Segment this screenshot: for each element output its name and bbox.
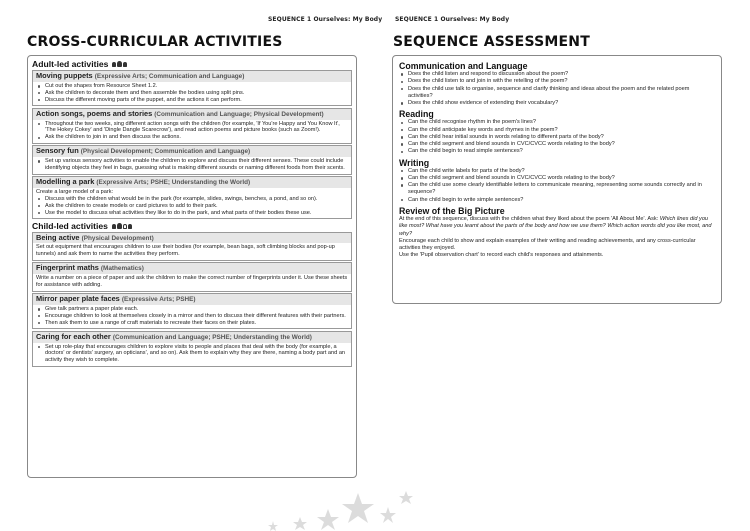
assessment-question: Does the child show evidence of extending their vocabulary? [399,100,715,107]
stars-decoration [228,487,428,531]
assessment-heading: Reading [399,109,434,120]
activity-bullet: Discuss with the children what would be in the park (for example, slides, swings, benches, a pond, and so on). [36,196,348,203]
right-page-sequence-header: SEQUENCE 1 Ourselves: My Body [395,16,510,23]
activity-header [33,146,351,157]
assessment-question: Does the child listen to and join in with the retelling of the poem? [399,78,715,85]
activity-name: Fingerprint maths [36,263,99,273]
activity-card [32,262,352,291]
activity-name: Modelling a park [36,177,95,186]
activity-header [33,109,351,120]
activity-subjects: (Expressive Arts; PSHE; Understanding the World) [96,179,251,186]
activity-subjects: (Communication and Language; PSHE; Understanding the World) [112,333,312,341]
assessment-questions [399,71,715,107]
cross-curricular-title: CROSS-CURRICULAR ACTIVITIES [27,34,283,50]
activity-card [32,331,352,367]
activities-panel [27,55,357,478]
activity-body [33,243,351,259]
activity-card [32,108,352,144]
activity-bullet: Ask the children to decorate them and then assemble the bodies using split pins. [36,90,348,97]
activity-bullet: Throughout the two weeks, sing different action songs with the children (for example, 'If You're Happy and You Know It', 'The Hokey Cokey' and 'Dingle Dangle Scarecrow'), and read action poems and picture books (such as Zoom!). [36,121,348,135]
activity-intro: Set out equipment that encourages children to use their bodies (for example, bean bags, soft climbing blocks and pop-up tunnels) and ask them to name the activities they perform. [36,244,335,258]
assessment-sections [399,61,715,204]
activity-bullets [36,306,348,327]
child-activity-list [32,232,352,367]
activity-bullet: Then ask them to use a range of craft materials to recreate their faces on their plates. [36,320,348,327]
activity-body [33,120,351,143]
assessment-question: Can the child hear initial sounds in words relating to different parts of the body? [399,134,715,141]
assessment-heading: Communication and Language [399,61,528,71]
assessment-question: Can the child anticipate key words and rhymes in the poem? [399,127,715,134]
review-heading: Review of the Big Picture [399,205,505,216]
adult-activity-list [32,70,352,219]
activity-subjects: (Communication and Language; Physical Development) [154,110,324,118]
sequence-assessment-title: SEQUENCE ASSESSMENT [393,34,590,50]
activity-intro: Create a large model of a park: [36,188,114,195]
activity-bullet: Set up role-play that encourages children to explore visits to people and places that deal with the body (for example, a doctors' or dentists' surgery, an opticians', and so on). Ask them to explain why they are there, naming a body part and an activity they wish to complete. [36,344,348,365]
activity-bullet: Ask the children to create models or card pictures to add to their park. [36,203,348,210]
activity-card [32,70,352,106]
activity-body [33,274,351,290]
assessment-panel [392,55,722,304]
assessment-questions [399,168,715,204]
activity-bullets [36,196,348,217]
assessment-question: Can the child recognise rhythm in the poem's lines? [399,119,715,126]
activity-name: Mirror paper plate faces [36,294,120,303]
activity-header [33,294,351,305]
people-icon [112,61,127,67]
activity-card [32,176,352,219]
activity-name: Action songs, poems and stories [36,108,153,118]
activity-body [33,188,351,218]
activity-body [33,157,351,173]
activity-subjects: (Expressive Arts; PSHE) [121,296,196,303]
assessment-questions [399,119,715,155]
activity-intro: Write a number on a piece of paper and ask the children to make the correct number of fingerprints under it. Use these sheets for assistance with adding. [36,275,348,289]
activity-name: Being active [36,232,80,242]
activity-subjects: (Expressive Arts; Communication and Language) [94,73,245,80]
assessment-question: Can the child begin to write simple sentences? [399,197,715,204]
activity-subjects: (Physical Development; Communication and Language) [80,148,251,156]
activity-name: Sensory fun [36,146,79,156]
assessment-question: Can the child segment and blend sounds in CVC/CVCC words relating to the body? [399,141,715,148]
activity-body [33,343,351,366]
activity-bullet: Give talk partners a paper plate each. [36,306,348,313]
activity-bullet: Set up various sensory activities to enable the children to explore and discuss their different senses. These could include identifying objects they feel in bags, guessing what is making different sounds or naming different foods from their scents. [36,158,348,172]
assessment-question: Can the child use some clearly identifiable letters to communicate meaning, representing some sounds correctly and in sequence? [399,182,715,197]
assessment-question: Can the child begin to read simple sentences? [399,148,715,155]
activity-header [33,177,351,188]
activity-name: Caring for each other [36,331,111,341]
activity-bullet: Cut out the shapes from Resource Sheet 1.2. [36,83,348,90]
activity-header [33,263,351,274]
activity-bullet: Ask the children to join in and then discuss the actions. [36,134,348,141]
left-page-sequence-header: SEQUENCE 1 Ourselves: My Body [268,16,383,23]
activity-card [32,145,352,174]
child-led-heading: Child-led activities [32,221,352,231]
assessment-heading: Writing [399,157,430,168]
activity-card [32,293,352,329]
review-paragraph-2: Encourage each child to show and explain examples of their writing and reading achievements, and any cross-curricular activities they enjoyed. [399,237,696,252]
activity-header [33,233,351,244]
assessment-question: Does the child use talk to organise, sequence and clarify thinking and ideas about the poem and the related poem activities? [399,86,715,101]
activity-bullets [36,158,348,172]
activity-subjects: (Mathematics) [100,265,144,273]
activity-body [33,305,351,328]
review-paragraph-1: At the end of this sequence, discuss with the children what they liked about the poem 'All About Me'. Ask: Which lines did you like most? What have you learnt about the parts of the body and how we use them? Which action words did you like most, and why? [399,215,712,237]
activity-bullet: Use the model to discuss what activities they like to do in the park, and what parts of their bodies these use. [36,210,348,217]
assessment-question: Does the child listen and respond to discussion about the poem? [399,71,715,78]
assessment-question: Can the child segment and blend sounds in CVC/CVCC words relating to the body? [399,175,715,182]
activity-body [33,82,351,105]
activity-card [32,232,352,261]
activity-header [33,71,351,82]
assessment-question: Can the child write labels for parts of the body? [399,168,715,175]
adult-led-heading: Adult-led activities [32,59,352,69]
activity-bullets [36,83,348,104]
review-paragraph-3: Use the 'Pupil observation chart' to record each child's responses and attainments. [399,252,604,259]
activity-header [33,332,351,343]
people-icon [112,223,132,229]
activity-subjects: (Physical Development) [81,234,154,242]
activity-name: Moving puppets [36,71,93,80]
activity-bullet: Discuss the different moving parts of the puppet, and the actions it can perform. [36,97,348,104]
activity-bullets [36,121,348,142]
activity-bullet: Encourage children to look at themselves closely in a mirror and then to discuss their different features with their partners. [36,313,348,320]
activity-bullets [36,344,348,365]
